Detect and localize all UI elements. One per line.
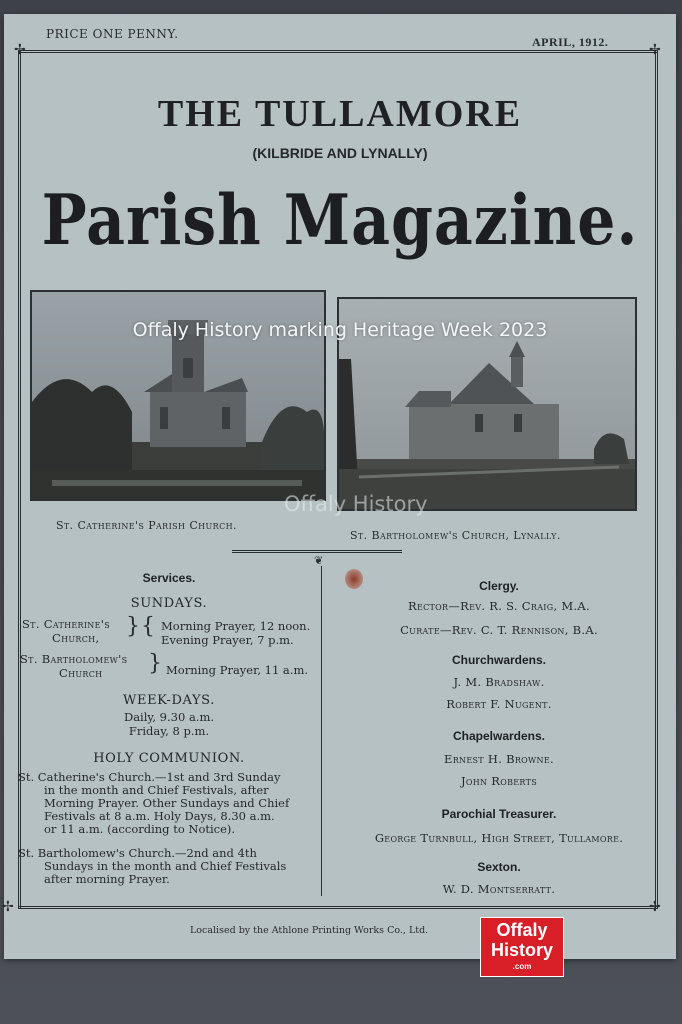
weekday-daily: Daily, 9.30 a.m. [123, 710, 215, 724]
frame-bottom [18, 906, 658, 909]
frame-top [18, 50, 658, 53]
divider-ornament: ❦ [314, 554, 324, 567]
churchwarden: Robert F. Nugent. [446, 697, 552, 711]
chapelwarden: John Roberts [460, 774, 538, 788]
logo-line-3: .com [512, 962, 532, 971]
sunday-time-2: Morning Prayer, 11 a.m. [166, 663, 309, 677]
sexton: W. D. Montserratt. [442, 882, 556, 896]
communion-line: St. Catherine's Church.—1st and 3rd Sunday [18, 770, 281, 784]
corner-ornament: ✢ [649, 899, 661, 915]
logo-line-1: Offaly [496, 920, 548, 940]
churchwardens-heading: Churchwardens. [451, 653, 547, 667]
communion-line: in the month and Chief Festivals, after [44, 783, 269, 797]
section-divider [232, 550, 402, 553]
sunday-time-1: Morning Prayer, 12 noon. [161, 619, 311, 633]
churchwarden: J. M. Bradshaw. [453, 675, 545, 689]
communion-line: or 11 a.m. (according to Notice). [44, 822, 236, 836]
caption-st-catherines: St. Catherine's Parish Church. [56, 519, 237, 532]
rector: Rector—Rev. R. S. Craig, M.A. [408, 599, 590, 613]
sunday-church-1: St. Catherine's [22, 617, 110, 631]
clergy-heading: Clergy. [479, 579, 519, 593]
services-heading: Services. [142, 571, 196, 585]
brace: { [141, 614, 155, 639]
treasurer: George Turnbull, High Street, Tullamore. [374, 831, 624, 845]
corner-ornament: ✢ [14, 42, 26, 58]
logo-line-2: History [490, 940, 553, 960]
communion-line: Festivals at 8 a.m. Holy Days, 8.30 a.m. [44, 809, 275, 823]
masthead: Parish Magazine. [41, 180, 639, 262]
sexton-heading: Sexton. [477, 860, 521, 874]
title-main: THE TULLAMORE [157, 93, 523, 135]
weekdays-heading: WEEK-DAYS. [123, 693, 215, 708]
brace: } [126, 614, 140, 639]
magazine-cover [4, 14, 676, 959]
communion-line: Morning Prayer. Other Sundays and Chief [44, 796, 290, 810]
corner-ornament: ✢ [2, 899, 14, 915]
caption-st-bartholomews: St. Bartholomew's Church, Lynally. [350, 529, 561, 542]
treasurer-heading: Parochial Treasurer. [441, 807, 557, 821]
brace: } [148, 651, 162, 676]
chapelwarden: Ernest H. Browne. [444, 752, 554, 766]
curate: Curate—Rev. C. T. Rennison, B.A. [400, 623, 598, 637]
watermark-heritage-week: Offaly History marking Heritage Week 2023 [132, 319, 548, 341]
printer-credit: Localised by the Athlone Printing Works Co., Ltd. [190, 925, 429, 936]
title-subtitle: (KILBRIDE AND LYNALLY) [252, 145, 428, 161]
sunday-church-2: St. Bartholomew's [20, 652, 128, 666]
corner-ornament: ✢ [649, 42, 661, 58]
price-label: PRICE ONE PENNY. [46, 27, 179, 41]
bartholomew-line: Sundays in the month and Chief Festivals [44, 859, 287, 873]
chapelwardens-heading: Chapelwardens. [452, 729, 546, 743]
bartholomew-line: after morning Prayer. [44, 872, 170, 886]
sunday-church-2b: Church [59, 666, 103, 680]
offaly-history-logo [481, 918, 563, 976]
sundays-heading: SUNDAYS. [130, 596, 208, 611]
bartholomew-line: St. Bartholomew's Church.—2nd and 4th [18, 846, 257, 860]
communion-heading: HOLY COMMUNION. [93, 751, 245, 766]
sunday-church-1b: Church, [52, 631, 100, 645]
issue-date: APRIL, 1912. [532, 35, 609, 49]
weekday-friday: Friday, 8 p.m. [128, 724, 210, 738]
watermark-offaly-history: Offaly History [284, 492, 428, 516]
sunday-time-1b: Evening Prayer, 7 p.m. [161, 633, 294, 647]
